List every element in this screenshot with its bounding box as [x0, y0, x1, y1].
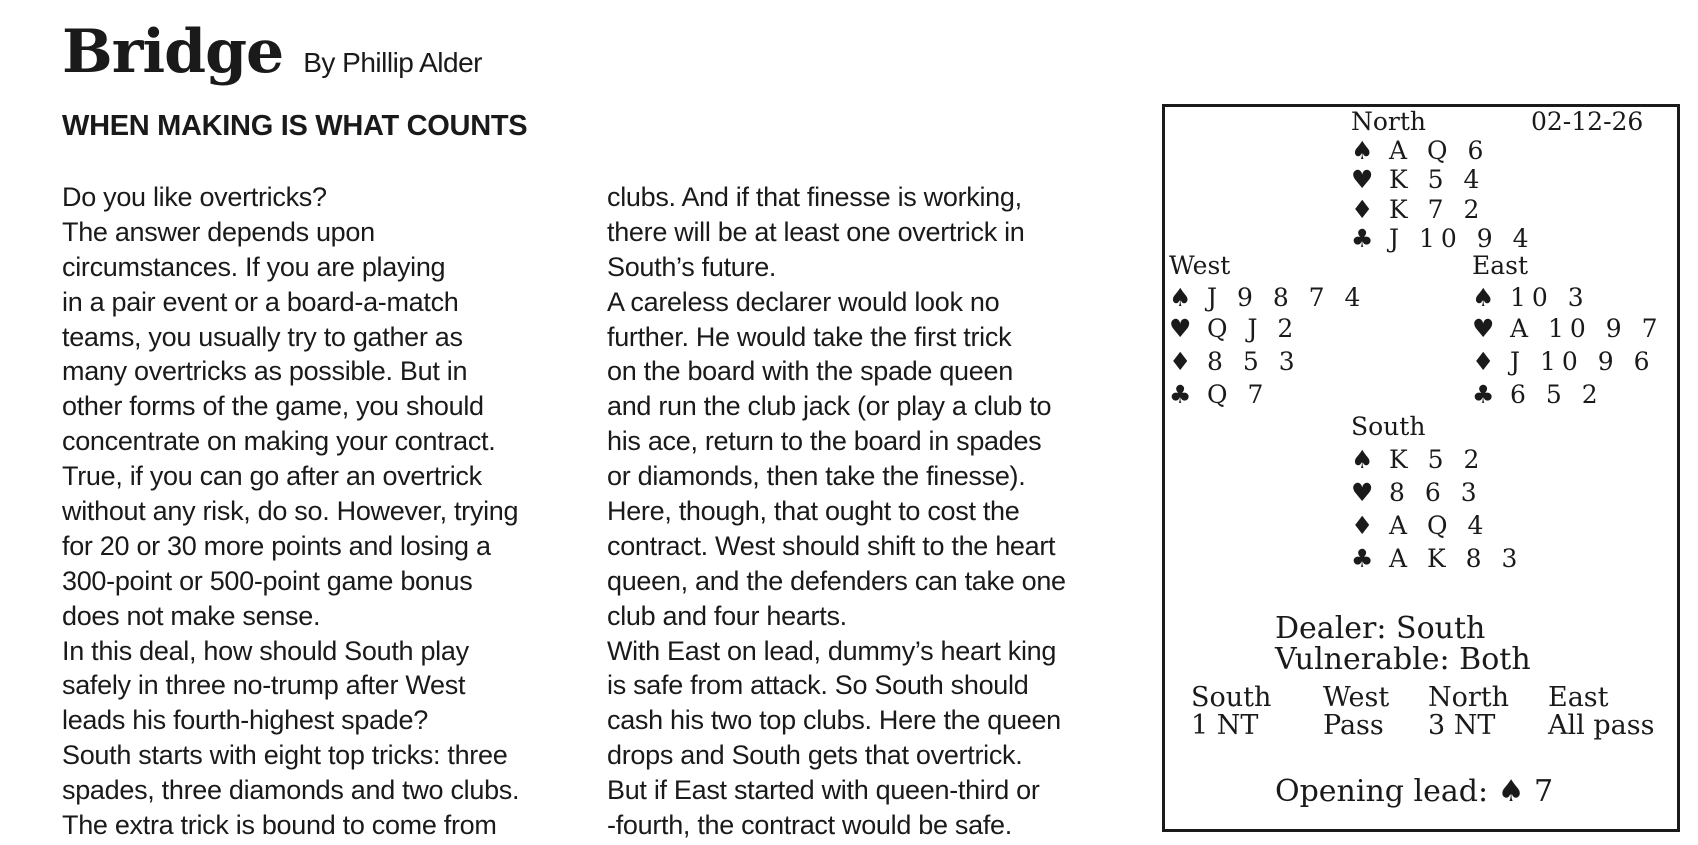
article-line: South’s future.: [607, 251, 777, 282]
article-line: With East on lead, dummy’s heart king: [607, 635, 1057, 666]
heart-icon: ♥: [1472, 314, 1495, 343]
east-diamonds: [1472, 347, 1656, 376]
article-line: in a pair event or a board-a-match: [62, 286, 459, 317]
heart-icon: ♥: [1169, 314, 1192, 343]
spade-icon: ♠: [1351, 445, 1374, 474]
article-line: further. He would take the first trick: [607, 321, 1012, 352]
west-spades-cards: J 9 8 7 4: [1207, 283, 1367, 312]
article-line: circumstances. If you are playing: [62, 251, 446, 282]
auction-header-north: North: [1428, 682, 1510, 713]
south-clubs-cards: A K 8 3: [1389, 544, 1524, 573]
auction-bid-west: Pass: [1323, 710, 1384, 741]
west-hearts-cards: Q J 2: [1207, 314, 1300, 343]
article-line: for 20 or 30 more points and losing a: [62, 530, 491, 561]
article-line: But if East started with queen-third or: [607, 775, 1040, 806]
article-line: A careless declarer would look no: [607, 286, 1000, 317]
article-line: safely in three no-trump after West: [62, 670, 466, 701]
article-line: is safe from attack. So South should: [607, 670, 1029, 701]
article-line: club and four hearts.: [607, 600, 847, 631]
article-line: concentrate on making your contract.: [62, 426, 496, 457]
club-icon: ♣: [1472, 380, 1495, 409]
article-line: queen, and the defenders can take one: [607, 565, 1066, 596]
article-line: The extra trick is bound to come from: [62, 810, 497, 841]
opening-lead: Opening lead: ♠ 7: [1275, 774, 1554, 809]
article-line: -fourth, the contract would be safe.: [607, 810, 1012, 841]
diamond-icon: ♦: [1472, 347, 1495, 376]
auction-bid-east: All pass: [1548, 710, 1655, 741]
article-line: spades, three diamonds and two clubs.: [62, 775, 520, 806]
north-diamonds: [1351, 195, 1485, 224]
east-hearts: [1472, 314, 1664, 343]
auction-header-west: West: [1323, 682, 1390, 713]
article-line: Here, though, that ought to cost the: [607, 496, 1020, 527]
north-label: North: [1351, 107, 1427, 136]
article-line: Do you like overtricks?: [62, 182, 327, 212]
north-clubs-cards: J 10 9 4: [1389, 224, 1535, 253]
article-line: True, if you can go after an overtrick: [62, 461, 482, 492]
article-line: without any risk, do so. However, trying: [62, 496, 519, 527]
east-spades: [1472, 283, 1590, 312]
south-hearts-cards: 8 6 3: [1389, 478, 1483, 507]
article-line: In this deal, how should South play: [62, 635, 469, 666]
article-line: cash his two top clubs. Here the queen: [607, 705, 1061, 736]
article-line: other forms of the game, you should: [62, 391, 484, 422]
article-line: and run the club jack (or play a club to: [607, 391, 1052, 422]
south-clubs: [1351, 544, 1523, 573]
north-diamonds-cards: K 7 2: [1389, 195, 1486, 224]
north-clubs: [1351, 224, 1535, 253]
east-spades-cards: 10 3: [1510, 283, 1590, 312]
north-spades: [1351, 136, 1489, 165]
deal-date: 02-12-26: [1531, 107, 1644, 136]
article-line: leads his fourth-highest spade?: [62, 705, 428, 736]
headline: WHEN MAKING IS WHAT COUNTS: [62, 110, 528, 142]
diamond-icon: ♦: [1169, 347, 1192, 376]
auction-bid-south: 1 NT: [1191, 710, 1259, 741]
north-hearts: [1351, 165, 1485, 194]
spade-icon: ♠: [1351, 136, 1374, 165]
spade-icon: ♠: [1472, 283, 1495, 312]
north-hearts-cards: K 5 4: [1389, 165, 1486, 194]
east-clubs-cards: 6 5 2: [1510, 380, 1604, 409]
auction-header-south: South: [1191, 682, 1272, 713]
article-line: The answer depends upon: [62, 216, 375, 247]
heart-icon: ♥: [1351, 478, 1374, 507]
west-label: West: [1169, 251, 1231, 280]
heart-icon: ♥: [1351, 165, 1374, 194]
article-column-1: [62, 180, 519, 843]
article-line: teams, you usually try to gather as: [62, 321, 463, 352]
west-clubs-cards: Q 7: [1207, 380, 1270, 409]
diamond-icon: ♦: [1351, 511, 1374, 540]
diamond-icon: ♦: [1351, 195, 1374, 224]
article-column-2: [607, 180, 1066, 843]
south-spades-cards: K 5 2: [1389, 445, 1486, 474]
south-diamonds: [1351, 511, 1489, 540]
dealer-info: Dealer: South: [1275, 611, 1486, 646]
auction-bid-north: 3 NT: [1428, 710, 1496, 741]
article-line: or diamonds, then take the finesse).: [607, 461, 1026, 492]
article-line: contract. West should shift to the heart: [607, 530, 1056, 561]
article-line: his ace, return to the board in spades: [607, 426, 1042, 457]
west-clubs: [1169, 380, 1269, 409]
club-icon: ♣: [1169, 380, 1192, 409]
west-diamonds-cards: 8 5 3: [1207, 347, 1301, 376]
south-hearts: [1351, 478, 1483, 507]
west-hearts: [1169, 314, 1299, 343]
article-line: does not make sense.: [62, 600, 321, 631]
column-title: Bridge: [62, 17, 284, 87]
deal-diagram: [1162, 104, 1680, 832]
east-label: East: [1472, 251, 1529, 280]
west-spades: [1169, 283, 1366, 312]
east-hearts-cards: A 10 9 7: [1510, 314, 1664, 343]
west-diamonds: [1169, 347, 1301, 376]
vulnerable-info: Vulnerable: Both: [1275, 642, 1531, 677]
article-line: South starts with eight top tricks: three: [62, 740, 508, 771]
article-line: there will be at least one overtrick in: [607, 216, 1025, 247]
article-line: on the board with the spade queen: [607, 356, 1013, 387]
south-diamonds-cards: A Q 4: [1389, 511, 1490, 540]
article-line: drops and South gets that overtrick.: [607, 740, 1023, 771]
east-diamonds-cards: J 10 9 6: [1510, 347, 1656, 376]
north-spades-cards: A Q 6: [1389, 136, 1490, 165]
east-clubs: [1472, 380, 1604, 409]
spade-icon: ♠: [1169, 283, 1192, 312]
article-line: many overtricks as possible. But in: [62, 356, 468, 387]
south-spades: [1351, 445, 1485, 474]
article-line: 300-point or 500-point game bonus: [62, 565, 473, 596]
south-label: South: [1351, 412, 1426, 441]
byline: By Phillip Alder: [303, 47, 482, 78]
club-icon: ♣: [1351, 544, 1374, 573]
masthead: [62, 17, 482, 87]
article-line: clubs. And if that finesse is working,: [607, 182, 1022, 212]
club-icon: ♣: [1351, 224, 1374, 253]
auction-header-east: East: [1548, 682, 1609, 713]
